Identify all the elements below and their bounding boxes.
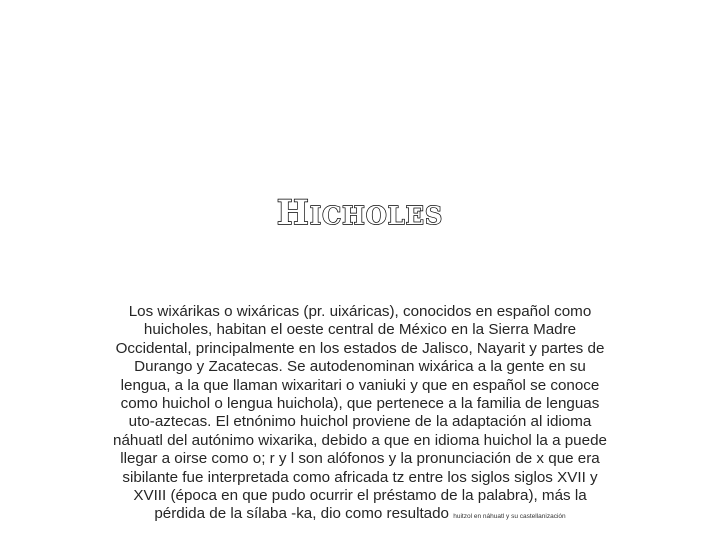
slide-body-text: Los wixárikas o wixáricas (pr. uixáricas), conocidos en español como huicholes, habitan el oeste central de México en la Sierra Madre Occidental, principalmente en los estados de Jalisco, Nayarit y partes de Durango y Zacatecas. Se autodenominan wixárica a la gente en su lengua, a la que llaman wixaritari o vaniuki y que en español se conoce como huichol o lengua huichola), que pertenece a la familia de lenguas uto-aztecas. El etnónimo huichol proviene de la adaptación al idioma náhuatl del autónimo wixarika, debido a que en idioma huichol la a puede llegar a oirse como o; r y l son alófonos y la pronunciación de x que era sibilante fue interpretada como africada tz entre los siglos siglos XVII y XVIII (época en que pudo ocurrir el préstamo de la palabra), más la pérdida de la sílaba -ka, dio como resultado <box>113 303 607 523</box>
slide-title <box>0 193 720 233</box>
slide-body-small-note: huitzol en náhuatl y su castellanización <box>453 513 566 521</box>
slide-title-text: Hicholes <box>276 193 444 233</box>
slide-body <box>112 303 608 524</box>
